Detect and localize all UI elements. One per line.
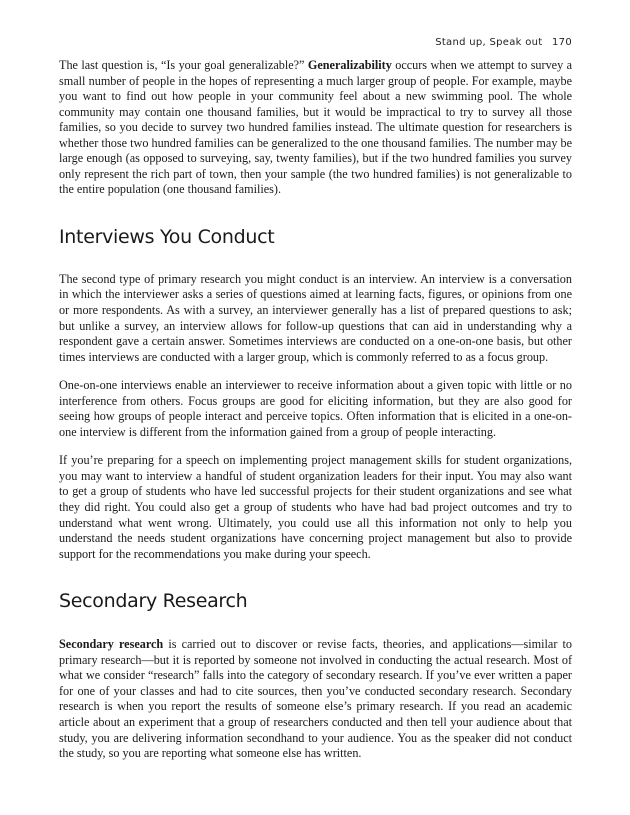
key-term-generalizability: Generalizability — [307, 58, 392, 72]
paragraph-text: The last question is, “Is your goal generalizable?” — [59, 58, 308, 72]
paragraph-interviews-1: The second type of primary research you might conduct is an interview. An interview is a conversation in which the interviewer asks a series of questions aimed at learning facts, figures, or opinions from one or more respondents. As with a survey, an interviewer generally has a list of prepared questions to ask; but unlike a survey, an interview allows for follow-up questions that can aid in understanding why a respondent gave a certain answer. Sometimes interviews are conducted on a one-on-one basis, but other times interviews are conducted with a larger group, which is commonly referred to as a focus group. — [59, 271, 572, 364]
paragraph-text: is carried out to discover or revise facts, theories, and applications—similar to primary research—but it is reported by someone not involved in conducting the actual research. Most of what we consider “research” falls into the category of secondary research. If you’ve ever written a paper for one of your classes and had to cite sources, then you’ve conducted secondary research. Secondary research is when you report the results of someone else’s primary research. If you read an academic article about an experiment that a group of researchers conducted and then tell your audience about that study, you are delivering information secondhand to your audience. You as the speaker did not conduct the study, so you are reporting what someone else has written. — [59, 637, 572, 761]
section-heading-secondary-research: Secondary Research — [59, 590, 248, 613]
paragraph-interviews-3: If you’re preparing for a speech on implementing project management skills for student organizations, you may want to interview a handful of student organization leaders for their input. You may also want to get a group of students who have led successful projects for their student organizations and see what they did right. You could also get a group of students who have had bad project outcomes and try to understand what went wrong. Ultimately, you could use all this information not only to help you understand the needs student organizations have concerning project management but also to provide support for the recommendations you make during your speech. — [59, 453, 572, 561]
book-title: Stand up, Speak out — [435, 37, 543, 48]
running-header — [435, 37, 572, 48]
key-term-secondary-research: Secondary research — [59, 637, 164, 652]
section-heading-interviews: Interviews You Conduct — [59, 225, 275, 248]
paragraph-secondary-research — [59, 637, 572, 761]
paragraph-text: occurs when we attempt to survey a small number of people in the hopes of representing a much larger group of people. For example, maybe you want to find out how people in your community feel about a new swimming pool. The whole community may contain one thousand families, but it would be impractical to try to survey all those families, so you decide to survey two hundred families instead. The ultimate question for researchers is whether those two hundred families can be generalized to the one thousand families. The number may be large enough (as opposed to surveying, say, twenty families), but if the two hundred families you survey only represent the rich part of town, then your sample (the two hundred families) is not generalizable to the entire population (one thousand families). — [59, 58, 572, 197]
page-number: 170 — [552, 37, 572, 48]
paragraph-generalizability — [59, 58, 572, 198]
page-content — [59, 58, 572, 762]
paragraph-interviews-2: One-on-one interviews enable an interviewer to receive information about a given topic with little or no interference from others. Focus groups are good for eliciting information, but they are also good for seeing how groups of people interact and perceive topics. Often information that is elicited in a one-on-one interview is different from the information gained from a group of people interacting. — [59, 378, 572, 439]
